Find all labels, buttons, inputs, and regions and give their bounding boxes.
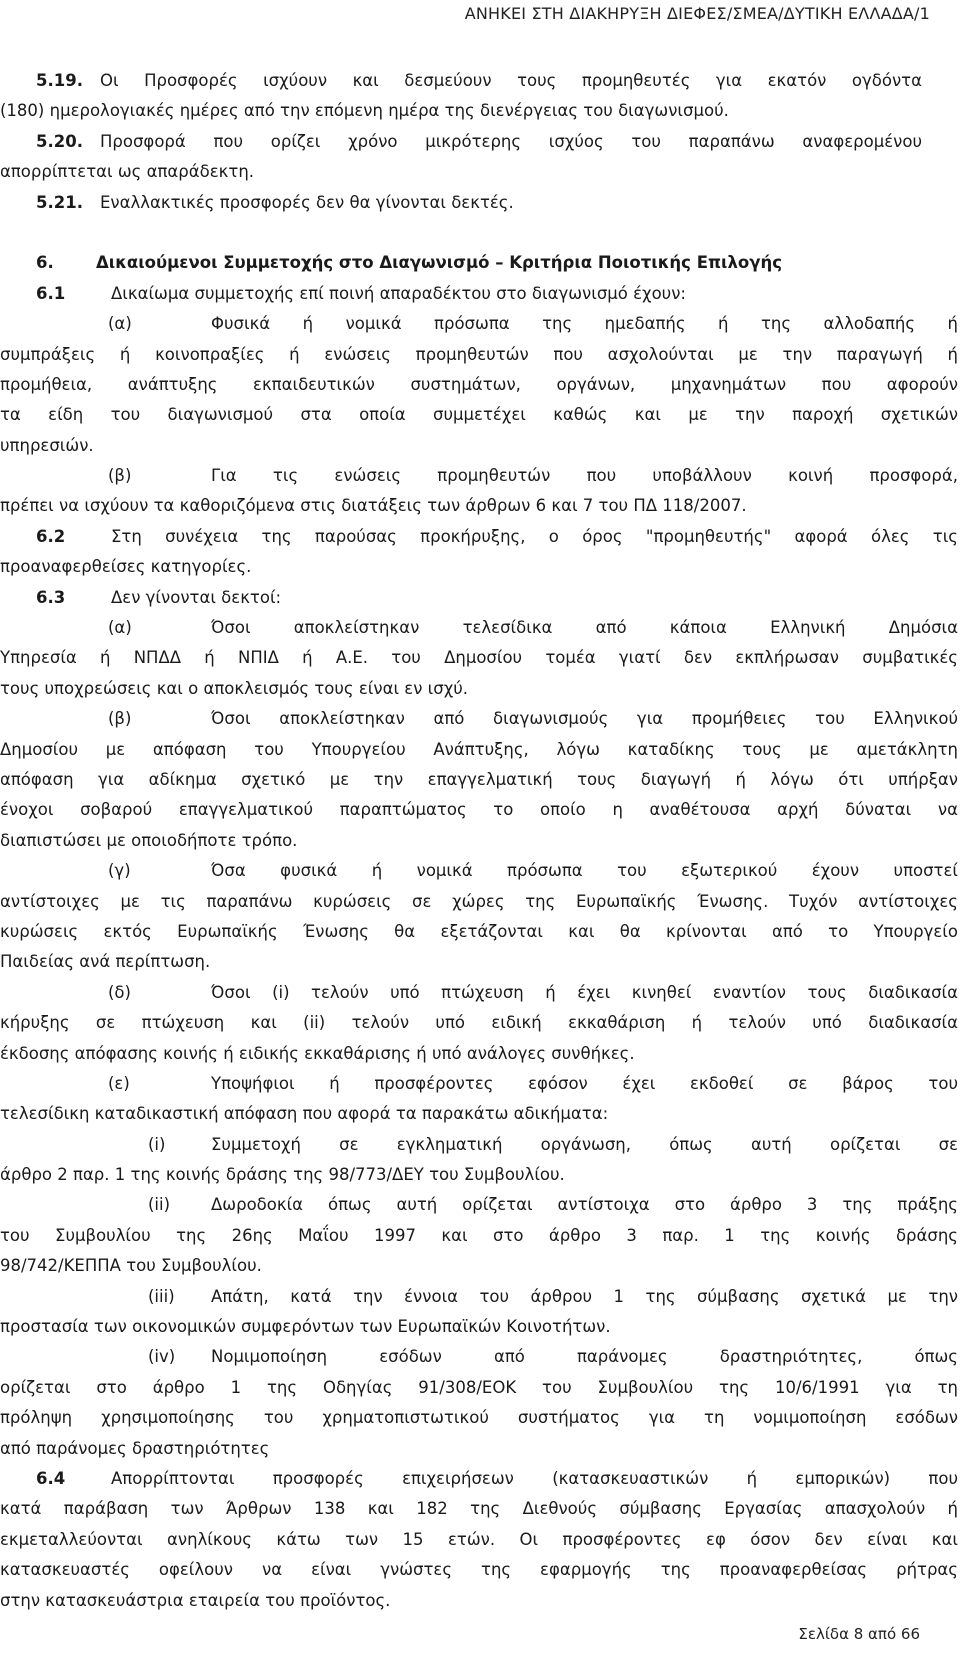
paragraph-line: άρθρο 2 παρ. 1 της κοινής δράσης της 98/773/ΔΕΥ του Συμβουλίου.: [0, 1165, 565, 1185]
item-label: (α): [108, 314, 132, 334]
section-number: 5.19.: [36, 71, 83, 90]
subitem-i: [0, 1130, 958, 1160]
paragraph-line: αντίστοιχες με τις παραπάνω κυρώσεις σε χώρες της Ευρωπαϊκής Ένωσης. Τυχόν αντίστοιχες: [0, 891, 958, 911]
paragraph-line: έκδοσης απόφασης κοινής ή ειδικής εκκαθάρισης ή υπό ανάλογες συνθήκες.: [0, 1043, 635, 1063]
paragraph-line: τους υποχρεώσεις και ο αποκλεισμός τους είναι εν ισχύ.: [0, 678, 469, 698]
paragraph-text: Προσφορά που ορίζει χρόνο μικρότερης ισχύος του παραπάνω αναφερομένου: [100, 131, 922, 151]
item-label: (γ): [108, 861, 131, 881]
item-a: [0, 309, 958, 339]
paragraph-line: προμήθεια, ανάπτυξης εκπαιδευτικών συστημάτων, οργάνων, μηχανημάτων που αφορούν: [0, 374, 958, 394]
paragraph-text: Εναλλακτικές προσφορές δεν θα γίνονται δεκτές.: [100, 192, 514, 212]
paragraph-line: εκμεταλλεύονται ανηλίκους κάτω των 15 ετών. Οι προσφέροντες εφ όσον δεν είναι και: [0, 1529, 958, 1549]
paragraph-text: Απορρίπτονται προσφορές επιχειρήσεων (κατασκευαστικών ή εμπορικών) που: [111, 1468, 958, 1488]
paragraph-line: κήρυξης σε πτώχευση και (ii) τελούν υπό ειδική εκκαθάριση ή τελούν υπό διαδικασία: [0, 1013, 958, 1033]
section-6-heading: [0, 248, 958, 278]
paragraph-5-19: [0, 66, 958, 96]
section-number: 6.1: [36, 283, 66, 303]
paragraph-line: στην κατασκευάστρια εταιρεία του προϊόντος.: [0, 1590, 391, 1610]
item-b: [0, 704, 958, 734]
paragraph-line: (180) ημερολογιακές ημέρες από την επόμενη ημέρα της διενέργειας του διαγωνισμού.: [0, 101, 729, 121]
paragraph-line: προαναφερθείσες κατηγορίες.: [0, 557, 252, 577]
item-label: (β): [108, 709, 132, 729]
paragraph-6-4: [0, 1464, 958, 1494]
paragraph-line: συμπράξεις ή κοινοπραξίες ή ενώσεις προμηθευτών που ασχολούνται με την παραγωγή ή: [0, 344, 958, 364]
subitem-label: (iii): [148, 1286, 175, 1306]
spacer: [0, 218, 958, 248]
paragraph-line: πρόληψη χρησιμοποίησης του χρηματοπιστωτικού συστήματος για τη νομιμοποίηση εσόδων: [0, 1408, 958, 1428]
item-text: Όσοι αποκλείστηκαν τελεσίδικα από κάποια Ελληνική Δημόσια: [211, 618, 958, 638]
paragraph-line: κατασκευαστές οφείλουν να είναι γνώστες της εφαρμογής της προαναφερθείσας ρήτρας: [0, 1560, 958, 1580]
paragraph-6-1: [0, 279, 958, 309]
item-b: [0, 461, 958, 491]
item-label: (β): [108, 466, 132, 486]
paragraph-6-3: [0, 583, 958, 613]
paragraph-line: απόφαση για αδίκημα σχετικό με την επαγγελματική τους διαγωγή ή λόγω ότι υπήρξαν: [0, 769, 958, 789]
subitem-text: Δωροδοκία όπως αυτή ορίζεται αντίστοιχα στο άρθρο 3 της πράξης: [211, 1195, 958, 1215]
paragraph-line: Παιδείας ανά περίπτωση.: [0, 952, 211, 972]
paragraph-line: απορρίπτεται ως απαράδεκτη.: [0, 162, 255, 182]
paragraph-line: Υπηρεσία ή ΝΠΔΔ ή ΝΠΙΔ ή Α.Ε. του Δημοσίου τομέα γιατί δεν εκπλήρωσαν συμβατικές: [0, 648, 958, 668]
subitem-text: Απάτη, κατά την έννοια του άρθρου 1 της σύμβασης σχετικά με την: [211, 1286, 958, 1306]
item-c: [0, 856, 958, 886]
paragraph-6-2: [0, 522, 958, 552]
paragraph-text: Οι Προσφορές ισχύουν και δεσμεύουν τους προμηθευτές για εκατόν ογδόντα: [100, 71, 922, 90]
item-text: Φυσικά ή νομικά πρόσωπα της ημεδαπής ή της αλλοδαπής ή: [211, 314, 958, 334]
item-e: [0, 1069, 958, 1099]
paragraph-line: ένοχοι σοβαρού επαγγελματικού παραπτώματος το οποίο η αναθέτουσα αρχή δύναται να: [0, 800, 958, 820]
subitem-text: Νομιμοποίηση εσόδων από παράνομες δραστηριότητες, όπως: [211, 1347, 958, 1367]
item-text: Για τις ενώσεις προμηθευτών που υποβάλλουν κοινή προσφορά,: [211, 466, 958, 486]
paragraph-line: από παράνομες δραστηριότητες: [0, 1438, 270, 1458]
item-label: (δ): [108, 982, 131, 1002]
paragraph-text: Δεν γίνονται δεκτοί:: [111, 587, 282, 607]
paragraph-line: προστασία των οικονομικών συμφερόντων των Ευρωπαϊκών Κοινοτήτων.: [0, 1317, 611, 1337]
paragraph-line: τελεσίδικη καταδικαστική απόφαση που αφορά τα παρακάτω αδικήματα:: [0, 1104, 609, 1124]
paragraph-line: υπηρεσιών.: [0, 435, 94, 455]
subitem-label: (i): [148, 1134, 166, 1154]
item-text: Όσα φυσικά ή νομικά πρόσωπα του εξωτερικού έχουν υποστεί: [211, 861, 958, 881]
item-text: Όσοι (i) τελούν υπό πτώχευση ή έχει κινηθεί εναντίον τους διαδικασία: [211, 982, 958, 1002]
section-number: 5.21.: [36, 192, 83, 212]
subitem-label: (iv): [148, 1347, 176, 1367]
paragraph-line: κατά παράβαση των Άρθρων 138 και 182 της Διεθνούς σύμβασης Εργασίας απασχολούν ή: [0, 1499, 958, 1519]
subitem-text: Συμμετοχή σε εγκληματική οργάνωση, όπως αυτή ορίζεται σε: [211, 1134, 958, 1154]
item-text: Όσοι αποκλείστηκαν από διαγωνισμούς για προμήθειες του Ελληνικού: [211, 709, 958, 729]
item-a: [0, 613, 958, 643]
section-number: 6.2: [36, 526, 66, 546]
section-number: 6.: [36, 253, 54, 273]
page-footer: Σελίδα 8 από 66: [798, 1625, 920, 1643]
item-label: (ε): [108, 1073, 130, 1093]
paragraph-line: ορίζεται στο άρθρο 1 της Οδηγίας 91/308/ΕΟΚ του Συμβουλίου της 10/6/1991 για τη: [0, 1377, 958, 1397]
paragraph-5-21: [0, 188, 958, 218]
item-text: Υποψήφιοι ή προσφέροντες εφόσον έχει εκδοθεί σε βάρος του: [211, 1073, 958, 1093]
paragraph-line: πρέπει να ισχύουν τα καθοριζόμενα στις διατάξεις των άρθρων 6 και 7 του ΠΔ 118/2007.: [0, 496, 747, 516]
paragraph-line: τα είδη του διαγωνισμού στα οποία συμμετέχει καθώς και με την παροχή σχετικών: [0, 405, 958, 425]
section-number: 6.4: [36, 1468, 66, 1488]
paragraph-line: κυρώσεις εκτός Ευρωπαϊκής Ένωσης θα εξετάζονται και θα κρίνονται από το Υπουργείο: [0, 921, 958, 941]
paragraph-line: διαπιστώσει με οποιοδήποτε τρόπο.: [0, 830, 298, 850]
paragraph-line: του Συμβουλίου της 26ης Μαΐου 1997 και στο άρθρο 3 παρ. 1 της κοινής δράσης: [0, 1225, 958, 1245]
section-number: 5.20.: [36, 131, 83, 151]
paragraph-text: Στη συνέχεια της παρούσας προκήρυξης, ο όρος "προμηθευτής" αφορά όλες τις: [111, 526, 958, 546]
document-body: [0, 66, 958, 1616]
subitem-ii: [0, 1190, 958, 1220]
subitem-iv: [0, 1342, 958, 1372]
section-title: Δικαιούμενοι Συμμετοχής στο Διαγωνισμό – Κριτήρια Ποιοτικής Επιλογής: [96, 253, 782, 273]
item-d: [0, 978, 958, 1008]
paragraph-text: Δικαίωμα συμμετοχής επί ποινή απαραδέκτου στο διαγωνισμό έχουν:: [111, 283, 686, 303]
subitem-label: (ii): [148, 1195, 171, 1215]
paragraph-line: Δημοσίου με απόφαση του Υπουργείου Ανάπτυξης, λόγω καταδίκης τους με αμετάκλητη: [0, 739, 958, 759]
paragraph-5-20: [0, 127, 958, 157]
subitem-iii: [0, 1282, 958, 1312]
item-label: (α): [108, 618, 132, 638]
paragraph-line: 98/742/ΚΕΠΠΑ του Συμβουλίου.: [0, 1256, 262, 1276]
page-header: ΑΝΗΚΕΙ ΣΤΗ ΔΙΑΚΗΡΥΞΗ ΔΙΕΦΕΣ/ΣΜΕΑ/ΔΥΤΙΚΗ ΕΛΛΑΔΑ/1: [464, 4, 930, 23]
section-number: 6.3: [36, 587, 66, 607]
